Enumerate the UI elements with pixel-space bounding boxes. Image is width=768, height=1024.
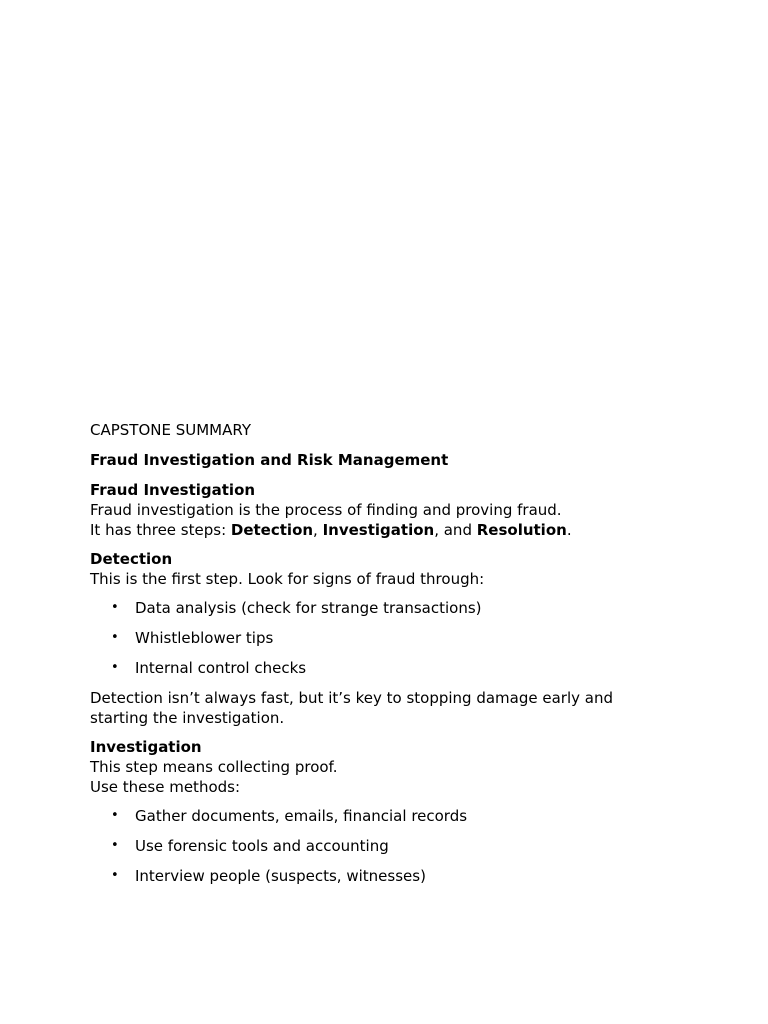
fraud-investigation-definition: Fraud investigation is the process of finding and proving fraud. [90,501,562,519]
investigation-bullet-list [90,806,690,886]
investigation-line-2: Use these methods: [90,778,241,796]
list-item-text: Whistleblower tips [135,629,274,647]
three-steps-line [90,520,690,540]
list-item-text: Use forensic tools and accounting [135,837,389,855]
step-resolution: Resolution [476,521,567,539]
bullet-icon: • [111,868,119,883]
document-title: Fraud Investigation and Risk Management [90,451,449,469]
section-heading-detection: Detection [90,550,173,568]
bullet-icon: • [111,600,119,615]
document-body [90,420,690,896]
step-period: . [566,521,572,539]
section-heading-investigation: Investigation [90,738,202,756]
bullet-icon: • [111,838,119,853]
list-item [90,598,690,618]
detection-bullet-list [90,598,690,678]
list-item-text: Data analysis (check for strange transactions) [135,599,482,617]
step-investigation: Investigation [322,521,435,539]
list-item [90,658,690,678]
list-item [90,806,690,826]
list-item [90,836,690,856]
bullet-icon: • [111,660,119,675]
bullet-icon: • [111,630,119,645]
step-detection: Detection [230,521,314,539]
capstone-label: CAPSTONE SUMMARY [90,421,252,439]
detection-intro: This is the first step. Look for signs of fraud through: [90,570,485,588]
detection-closing-line-2: starting the investigation. [90,709,285,727]
list-item-text: Interview people (suspects, witnesses) [135,867,426,885]
step-separator-1: , [313,521,323,539]
detection-closing-line-1: Detection isn’t always fast, but it’s key to stopping damage early and [90,689,613,707]
bullet-icon: • [111,808,119,823]
list-item [90,628,690,648]
list-item-text: Gather documents, emails, financial records [135,807,468,825]
list-item [90,866,690,886]
section-heading-fraud-investigation: Fraud Investigation [90,481,256,499]
list-item-text: Internal control checks [135,659,307,677]
investigation-line-1: This step means collecting proof. [90,758,338,776]
three-steps-prefix: It has three steps: [90,521,231,539]
step-separator-2: , and [434,521,477,539]
